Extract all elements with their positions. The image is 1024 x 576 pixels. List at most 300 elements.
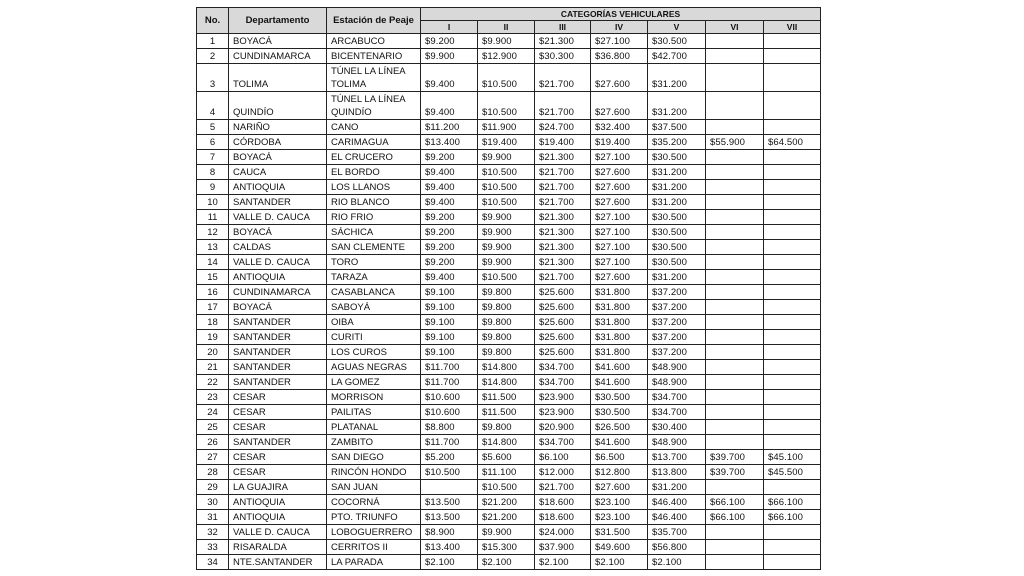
departamento-cell: ANTIOQUIA [229, 495, 327, 510]
row-number: 2 [197, 49, 229, 64]
tarifa-cat-iv-cell: $31.800 [591, 300, 648, 315]
row-number: 14 [197, 255, 229, 270]
tarifa-cat-vii-cell [764, 255, 821, 270]
tarifa-cat-vii-cell [764, 540, 821, 555]
estacion-cell: SAN DIEGO [327, 450, 421, 465]
estacion-cell: TARAZA [327, 270, 421, 285]
tarifa-cat-iii-cell: $34.700 [535, 375, 591, 390]
tarifa-cat-ii-cell: $9.800 [478, 315, 535, 330]
tarifa-cat-ii-cell: $9.900 [478, 255, 535, 270]
tarifa-cat-vii-cell [764, 360, 821, 375]
tarifa-cat-i-cell: $9.400 [421, 64, 478, 92]
tarifa-cat-vi-cell: $66.100 [706, 495, 764, 510]
tarifa-cat-ii-cell: $9.800 [478, 285, 535, 300]
tarifa-cat-iii-cell: $21.700 [535, 92, 591, 120]
tarifa-cat-i-cell: $9.200 [421, 150, 478, 165]
tarifa-cat-iii-cell: $21.700 [535, 165, 591, 180]
row-number: 23 [197, 390, 229, 405]
tarifa-cat-v-cell: $37.200 [648, 315, 706, 330]
toll-rates-table [196, 7, 821, 570]
table-row [197, 420, 821, 435]
tarifa-cat-vii-cell [764, 49, 821, 64]
tarifa-cat-i-cell: $9.100 [421, 345, 478, 360]
estacion-cell: ARCABUCO [327, 34, 421, 49]
tarifa-cat-vii-cell [764, 390, 821, 405]
tarifa-cat-iii-cell: $34.700 [535, 435, 591, 450]
tarifa-cat-vi-cell [706, 480, 764, 495]
tarifa-cat-iii-cell: $18.600 [535, 510, 591, 525]
tarifa-cat-vi-cell [706, 120, 764, 135]
estacion-cell: PLATANAL [327, 420, 421, 435]
header-categorias: CATEGORÍAS VEHICULARES [421, 8, 821, 21]
tarifa-cat-vi-cell [706, 555, 764, 570]
tarifa-cat-iii-cell: $21.700 [535, 64, 591, 92]
row-number: 16 [197, 285, 229, 300]
tarifa-cat-iv-cell: $27.600 [591, 180, 648, 195]
table-row [197, 64, 821, 92]
row-number: 20 [197, 345, 229, 360]
header-departamento: Departamento [229, 8, 327, 34]
estacion-cell: SAN CLEMENTE [327, 240, 421, 255]
tarifa-cat-ii-cell: $11.500 [478, 390, 535, 405]
tarifa-cat-vii-cell [764, 315, 821, 330]
header-cat-i: I [421, 21, 478, 34]
tarifa-cat-v-cell: $46.400 [648, 510, 706, 525]
tarifa-cat-vii-cell [764, 435, 821, 450]
departamento-cell: SANTANDER [229, 330, 327, 345]
tarifa-cat-iv-cell: $31.500 [591, 525, 648, 540]
tarifa-cat-iii-cell: $21.700 [535, 270, 591, 285]
estacion-cell: BICENTENARIO [327, 49, 421, 64]
tarifa-cat-v-cell: $31.200 [648, 195, 706, 210]
tarifa-cat-vii-cell [764, 345, 821, 360]
tarifa-cat-i-cell: $9.400 [421, 165, 478, 180]
tarifa-cat-vi-cell [706, 315, 764, 330]
tarifa-cat-ii-cell: $9.800 [478, 345, 535, 360]
row-number: 26 [197, 435, 229, 450]
tarifa-cat-iii-cell: $19.400 [535, 135, 591, 150]
departamento-cell: NARIÑO [229, 120, 327, 135]
estacion-line-1: TÚNEL LA LÍNEA [331, 66, 406, 77]
estacion-cell: CASABLANCA [327, 285, 421, 300]
tarifa-cat-ii-cell: $9.800 [478, 420, 535, 435]
departamento-cell: BOYACÁ [229, 150, 327, 165]
tarifa-cat-iii-cell: $24.000 [535, 525, 591, 540]
tarifa-cat-ii-cell: $9.800 [478, 300, 535, 315]
table-row [197, 330, 821, 345]
tarifa-cat-v-cell: $13.700 [648, 450, 706, 465]
tarifa-cat-iii-cell: $21.700 [535, 195, 591, 210]
tarifa-cat-ii-cell: $21.200 [478, 495, 535, 510]
tarifa-cat-i-cell: $9.200 [421, 240, 478, 255]
departamento-cell: CESAR [229, 405, 327, 420]
tarifa-cat-vi-cell [706, 420, 764, 435]
row-number: 7 [197, 150, 229, 165]
tarifa-cat-vi-cell [706, 165, 764, 180]
tarifa-cat-v-cell: $37.500 [648, 120, 706, 135]
tarifa-cat-ii-cell: $10.500 [478, 165, 535, 180]
estacion-cell: SÁCHICA [327, 225, 421, 240]
tarifa-cat-iv-cell: $31.800 [591, 315, 648, 330]
tarifa-cat-iv-cell: $49.600 [591, 540, 648, 555]
tarifa-cat-vi-cell: $39.700 [706, 465, 764, 480]
tarifa-cat-iv-cell: $27.100 [591, 210, 648, 225]
departamento-cell: CUNDINAMARCA [229, 285, 327, 300]
table-row [197, 270, 821, 285]
departamento-cell: BOYACÁ [229, 34, 327, 49]
tarifa-cat-vi-cell [706, 49, 764, 64]
tarifa-cat-iii-cell: $21.300 [535, 150, 591, 165]
table-row [197, 120, 821, 135]
header-cat-ii: II [478, 21, 535, 34]
tarifa-cat-ii-cell: $9.900 [478, 34, 535, 49]
row-number: 8 [197, 165, 229, 180]
tarifa-cat-vii-cell [764, 64, 821, 92]
tarifa-cat-v-cell: $31.200 [648, 270, 706, 285]
table-row [197, 555, 821, 570]
tarifa-cat-iv-cell: $27.100 [591, 240, 648, 255]
header-estacion: Estación de Peaje [327, 8, 421, 34]
tarifa-cat-iv-cell: $2.100 [591, 555, 648, 570]
row-number: 22 [197, 375, 229, 390]
tarifa-cat-ii-cell: $9.900 [478, 225, 535, 240]
tarifa-cat-i-cell: $9.100 [421, 330, 478, 345]
tarifa-cat-ii-cell: $5.600 [478, 450, 535, 465]
tarifa-cat-iv-cell: $31.800 [591, 285, 648, 300]
tarifa-cat-vii-cell [764, 285, 821, 300]
tarifa-cat-ii-cell: $11.100 [478, 465, 535, 480]
estacion-cell: CANO [327, 120, 421, 135]
tarifa-cat-vi-cell: $66.100 [706, 510, 764, 525]
tarifa-cat-iii-cell: $21.700 [535, 480, 591, 495]
tarifa-cat-vii-cell [764, 165, 821, 180]
tarifa-cat-vii-cell [764, 300, 821, 315]
table-row [197, 435, 821, 450]
row-number: 3 [197, 64, 229, 92]
tarifa-cat-iii-cell: $21.300 [535, 255, 591, 270]
tarifa-cat-vii-cell [764, 270, 821, 285]
tarifa-cat-vii-cell [764, 555, 821, 570]
header-cat-iii: III [535, 21, 591, 34]
tarifa-cat-i-cell: $13.400 [421, 540, 478, 555]
estacion-cell [327, 92, 421, 120]
estacion-cell: CERRITOS II [327, 540, 421, 555]
tarifa-cat-iv-cell: $41.600 [591, 375, 648, 390]
table-row [197, 480, 821, 495]
estacion-cell: RIO FRIO [327, 210, 421, 225]
tarifa-cat-ii-cell: $10.500 [478, 64, 535, 92]
row-number: 28 [197, 465, 229, 480]
tarifa-cat-iv-cell: $23.100 [591, 510, 648, 525]
tarifa-cat-vii-cell: $66.100 [764, 510, 821, 525]
row-number: 12 [197, 225, 229, 240]
tarifa-cat-ii-cell: $15.300 [478, 540, 535, 555]
tarifa-cat-iv-cell: $23.100 [591, 495, 648, 510]
table-row [197, 375, 821, 390]
tarifa-cat-vi-cell [706, 390, 764, 405]
table-row [197, 34, 821, 49]
tarifa-cat-iii-cell: $21.300 [535, 225, 591, 240]
tarifa-cat-iv-cell: $27.600 [591, 64, 648, 92]
tarifa-cat-i-cell: $9.100 [421, 315, 478, 330]
table-row [197, 225, 821, 240]
row-number: 32 [197, 525, 229, 540]
tarifa-cat-iv-cell: $31.800 [591, 345, 648, 360]
tarifa-cat-ii-cell: $2.100 [478, 555, 535, 570]
row-number: 29 [197, 480, 229, 495]
tarifa-cat-vii-cell [764, 150, 821, 165]
table-row [197, 540, 821, 555]
estacion-cell: MORRISON [327, 390, 421, 405]
tarifa-cat-vi-cell [706, 180, 764, 195]
estacion-line-2: QUINDÍO [331, 107, 372, 118]
tarifa-cat-vi-cell [706, 285, 764, 300]
departamento-cell: CALDAS [229, 240, 327, 255]
tarifa-cat-vii-cell [764, 330, 821, 345]
tarifa-cat-iv-cell: $27.100 [591, 150, 648, 165]
departamento-cell: CAUCA [229, 165, 327, 180]
tarifa-cat-iii-cell: $25.600 [535, 300, 591, 315]
table-row [197, 390, 821, 405]
tarifa-cat-i-cell: $11.200 [421, 120, 478, 135]
row-number: 17 [197, 300, 229, 315]
tarifa-cat-vi-cell: $39.700 [706, 450, 764, 465]
departamento-cell: CÓRDOBA [229, 135, 327, 150]
tarifa-cat-iii-cell: $23.900 [535, 390, 591, 405]
tarifa-cat-v-cell: $37.200 [648, 300, 706, 315]
tarifa-cat-vi-cell [706, 345, 764, 360]
tarifa-cat-iii-cell: $25.600 [535, 285, 591, 300]
tarifa-cat-i-cell: $9.200 [421, 210, 478, 225]
tarifa-cat-v-cell: $37.200 [648, 330, 706, 345]
tarifa-cat-iv-cell: $30.500 [591, 405, 648, 420]
departamento-cell: QUINDÍO [229, 92, 327, 120]
tarifa-cat-vi-cell [706, 225, 764, 240]
tarifa-cat-iii-cell: $24.700 [535, 120, 591, 135]
tarifa-cat-iv-cell: $32.400 [591, 120, 648, 135]
tarifa-cat-iv-cell: $12.800 [591, 465, 648, 480]
tarifa-cat-vii-cell [764, 195, 821, 210]
departamento-cell: CESAR [229, 450, 327, 465]
tarifa-cat-v-cell: $2.100 [648, 555, 706, 570]
tarifa-cat-ii-cell: $14.800 [478, 360, 535, 375]
departamento-cell: CUNDINAMARCA [229, 49, 327, 64]
tarifa-cat-vi-cell [706, 375, 764, 390]
estacion-cell: PTO. TRIUNFO [327, 510, 421, 525]
tarifa-cat-v-cell: $42.700 [648, 49, 706, 64]
row-number: 1 [197, 34, 229, 49]
tarifa-cat-vii-cell: $66.100 [764, 495, 821, 510]
tarifa-cat-iv-cell: $41.600 [591, 360, 648, 375]
row-number: 11 [197, 210, 229, 225]
row-number: 4 [197, 92, 229, 120]
header-cat-vi: VI [706, 21, 764, 34]
tarifa-cat-i-cell: $13.400 [421, 135, 478, 150]
departamento-cell: LA GUAJIRA [229, 480, 327, 495]
header-cat-v: V [648, 21, 706, 34]
tarifa-cat-v-cell: $13.800 [648, 465, 706, 480]
tarifa-cat-v-cell: $31.200 [648, 480, 706, 495]
tarifa-cat-iv-cell: $27.600 [591, 195, 648, 210]
tarifa-cat-vii-cell [764, 240, 821, 255]
table-row [197, 165, 821, 180]
tarifa-cat-v-cell: $34.700 [648, 405, 706, 420]
tarifa-cat-iv-cell: $36.800 [591, 49, 648, 64]
tarifa-cat-iii-cell: $25.600 [535, 330, 591, 345]
tarifa-cat-iv-cell: $19.400 [591, 135, 648, 150]
row-number: 13 [197, 240, 229, 255]
row-number: 27 [197, 450, 229, 465]
table-row [197, 285, 821, 300]
estacion-cell: CARIMAGUA [327, 135, 421, 150]
row-number: 19 [197, 330, 229, 345]
departamento-cell: VALLE D. CAUCA [229, 525, 327, 540]
departamento-cell: SANTANDER [229, 375, 327, 390]
departamento-cell: ANTIOQUIA [229, 180, 327, 195]
header-no: No. [197, 8, 229, 34]
tarifa-cat-v-cell: $46.400 [648, 495, 706, 510]
row-number: 33 [197, 540, 229, 555]
table-row [197, 300, 821, 315]
tarifa-cat-vi-cell [706, 525, 764, 540]
tarifa-cat-ii-cell: $19.400 [478, 135, 535, 150]
tarifa-cat-iii-cell: $25.600 [535, 315, 591, 330]
tarifa-cat-i-cell: $9.100 [421, 285, 478, 300]
estacion-cell: TORO [327, 255, 421, 270]
tarifa-cat-ii-cell: $10.500 [478, 92, 535, 120]
departamento-cell: SANTANDER [229, 435, 327, 450]
tarifa-cat-v-cell: $34.700 [648, 390, 706, 405]
table-row [197, 49, 821, 64]
row-number: 34 [197, 555, 229, 570]
departamento-cell: CESAR [229, 390, 327, 405]
tarifa-cat-vi-cell [706, 540, 764, 555]
estacion-line-2: TOLIMA [331, 79, 367, 90]
tarifa-cat-vii-cell [764, 92, 821, 120]
table-row [197, 450, 821, 465]
tarifa-cat-ii-cell: $9.900 [478, 240, 535, 255]
tarifa-cat-v-cell: $30.500 [648, 255, 706, 270]
tarifa-cat-vi-cell [706, 64, 764, 92]
row-number: 15 [197, 270, 229, 285]
tarifa-cat-iii-cell: $37.900 [535, 540, 591, 555]
estacion-cell: LOS LLANOS [327, 180, 421, 195]
tarifa-cat-i-cell: $10.500 [421, 465, 478, 480]
estacion-cell: AGUAS NEGRAS [327, 360, 421, 375]
estacion-cell: RIO BLANCO [327, 195, 421, 210]
table-row [197, 210, 821, 225]
tarifa-cat-ii-cell: $9.900 [478, 210, 535, 225]
tarifa-cat-iii-cell: $34.700 [535, 360, 591, 375]
tarifa-cat-iii-cell: $30.300 [535, 49, 591, 64]
departamento-cell: VALLE D. CAUCA [229, 210, 327, 225]
toll-rates-sheet [196, 7, 821, 570]
tarifa-cat-iv-cell: $31.800 [591, 330, 648, 345]
table-row [197, 345, 821, 360]
tarifa-cat-iv-cell: $30.500 [591, 390, 648, 405]
tarifa-cat-ii-cell: $9.900 [478, 150, 535, 165]
tarifa-cat-i-cell: $10.600 [421, 390, 478, 405]
tarifa-cat-iv-cell: $26.500 [591, 420, 648, 435]
tarifa-cat-vi-cell [706, 240, 764, 255]
tarifa-cat-vii-cell [764, 225, 821, 240]
estacion-cell: RINCÓN HONDO [327, 465, 421, 480]
tarifa-cat-ii-cell: $14.800 [478, 435, 535, 450]
tarifa-cat-iv-cell: $27.600 [591, 92, 648, 120]
tarifa-cat-v-cell: $37.200 [648, 345, 706, 360]
tarifa-cat-vii-cell [764, 180, 821, 195]
departamento-cell: ANTIOQUIA [229, 270, 327, 285]
tarifa-cat-iv-cell: $27.600 [591, 165, 648, 180]
departamento-cell: SANTANDER [229, 315, 327, 330]
tarifa-cat-vi-cell [706, 92, 764, 120]
header-cat-vii: VII [764, 21, 821, 34]
departamento-cell: TOLIMA [229, 64, 327, 92]
tarifa-cat-vi-cell [706, 360, 764, 375]
tarifa-cat-v-cell: $48.900 [648, 360, 706, 375]
tarifa-cat-iii-cell: $25.600 [535, 345, 591, 360]
departamento-cell: SANTANDER [229, 345, 327, 360]
tarifa-cat-iii-cell: $21.300 [535, 34, 591, 49]
tarifa-cat-iii-cell: $21.300 [535, 240, 591, 255]
tarifa-cat-vii-cell [764, 525, 821, 540]
tarifa-cat-iii-cell: $21.300 [535, 210, 591, 225]
tarifa-cat-vi-cell [706, 405, 764, 420]
tarifa-cat-i-cell: $13.500 [421, 495, 478, 510]
tarifa-cat-i-cell: $10.600 [421, 405, 478, 420]
tarifa-cat-i-cell: $11.700 [421, 360, 478, 375]
table-row [197, 465, 821, 480]
estacion-cell: CURITI [327, 330, 421, 345]
tarifa-cat-iii-cell: $23.900 [535, 405, 591, 420]
departamento-cell: CESAR [229, 420, 327, 435]
tarifa-cat-iv-cell: $6.500 [591, 450, 648, 465]
departamento-cell: NTE.SANTANDER [229, 555, 327, 570]
tarifa-cat-v-cell: $31.200 [648, 165, 706, 180]
tarifa-cat-v-cell: $30.500 [648, 225, 706, 240]
table-row [197, 405, 821, 420]
tarifa-cat-v-cell: $30.500 [648, 150, 706, 165]
tarifa-cat-ii-cell: $11.500 [478, 405, 535, 420]
departamento-cell: VALLE D. CAUCA [229, 255, 327, 270]
tarifa-cat-vii-cell [764, 210, 821, 225]
tarifa-cat-vii-cell [764, 480, 821, 495]
tarifa-cat-iii-cell: $21.700 [535, 180, 591, 195]
tarifa-cat-v-cell: $37.200 [648, 285, 706, 300]
table-row [197, 92, 821, 120]
table-row [197, 360, 821, 375]
tarifa-cat-vii-cell [764, 420, 821, 435]
tarifa-cat-vi-cell [706, 210, 764, 225]
tarifa-cat-i-cell: $9.400 [421, 180, 478, 195]
row-number: 5 [197, 120, 229, 135]
tarifa-cat-i-cell: $9.900 [421, 49, 478, 64]
tarifa-cat-ii-cell: $9.900 [478, 525, 535, 540]
tarifa-cat-iv-cell: $27.100 [591, 255, 648, 270]
tarifa-cat-vii-cell [764, 405, 821, 420]
tarifa-cat-vii-cell [764, 34, 821, 49]
tarifa-cat-v-cell: $31.200 [648, 64, 706, 92]
header-cat-iv: IV [591, 21, 648, 34]
tarifa-cat-i-cell: $9.400 [421, 92, 478, 120]
tarifa-cat-iii-cell: $2.100 [535, 555, 591, 570]
tarifa-cat-i-cell: $9.200 [421, 225, 478, 240]
tarifa-cat-vii-cell [764, 375, 821, 390]
tarifa-cat-iv-cell: $27.100 [591, 34, 648, 49]
tarifa-cat-iii-cell: $18.600 [535, 495, 591, 510]
departamento-cell: SANTANDER [229, 195, 327, 210]
tarifa-cat-iii-cell: $6.100 [535, 450, 591, 465]
